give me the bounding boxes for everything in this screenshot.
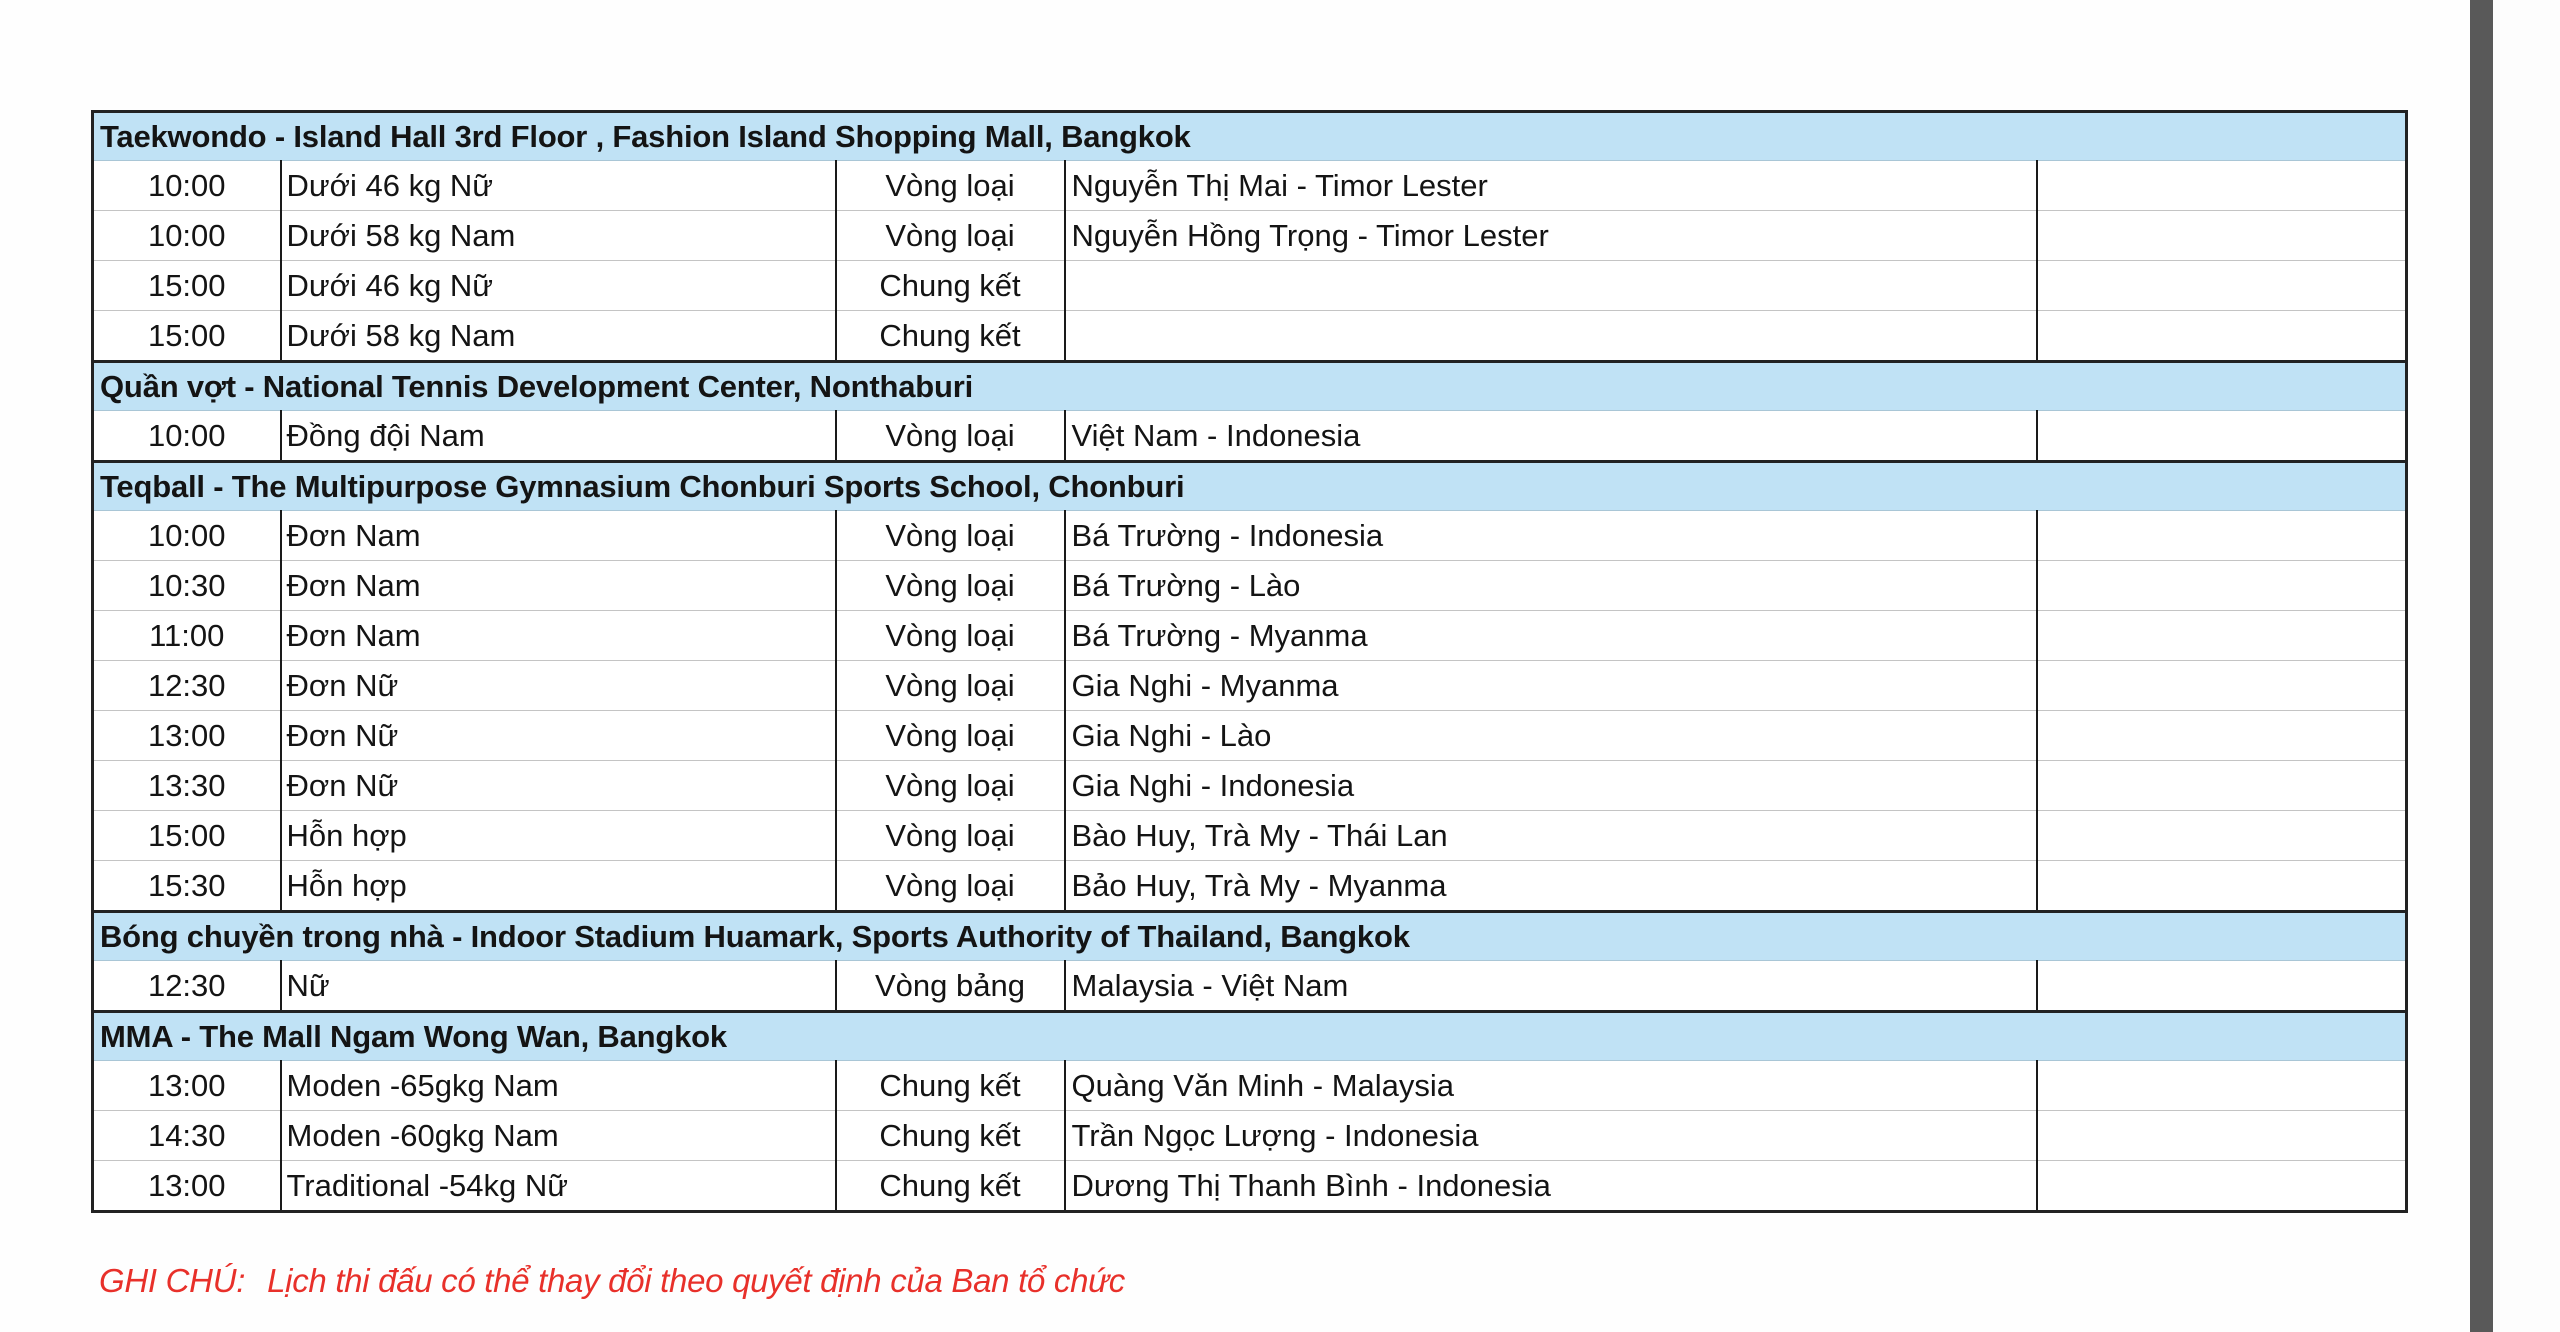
- event-cell: Dưới 58 kg Nam: [281, 311, 836, 362]
- table-row: [93, 261, 2407, 311]
- table-row: [93, 411, 2407, 462]
- section-header-mma: [93, 1012, 2407, 1061]
- event-cell: Dưới 46 kg Nữ: [281, 261, 836, 311]
- extra-cell: [2037, 661, 2407, 711]
- time-cell: 15:00: [93, 811, 281, 861]
- round-cell: Vòng loại: [836, 861, 1065, 912]
- time-cell: 13:00: [93, 1161, 281, 1212]
- event-cell: Nữ: [281, 961, 836, 1012]
- match-cell: Gia Nghi - Myanma: [1065, 661, 2037, 711]
- extra-cell: [2037, 961, 2407, 1012]
- time-cell: 10:00: [93, 411, 281, 462]
- round-cell: Vòng loại: [836, 711, 1065, 761]
- extra-cell: [2037, 1061, 2407, 1111]
- extra-cell: [2037, 811, 2407, 861]
- table-row: [93, 861, 2407, 912]
- section-header-volleyball: [93, 912, 2407, 961]
- schedule-body: [93, 112, 2407, 1212]
- table-row: [93, 1161, 2407, 1212]
- event-cell: Hỗn hợp: [281, 861, 836, 912]
- event-cell: Moden -65gkg Nam: [281, 1061, 836, 1111]
- round-cell: Vòng loại: [836, 161, 1065, 211]
- section-title: Quần vợt - National Tennis Development Center, Nonthaburi: [93, 362, 2407, 411]
- event-cell: Dưới 58 kg Nam: [281, 211, 836, 261]
- event-cell: Đơn Nam: [281, 611, 836, 661]
- match-cell: Dương Thị Thanh Bình - Indonesia: [1065, 1161, 2037, 1212]
- round-cell: Vòng loại: [836, 211, 1065, 261]
- table-row: [93, 711, 2407, 761]
- event-cell: Dưới 46 kg Nữ: [281, 161, 836, 211]
- round-cell: Chung kết: [836, 1061, 1065, 1111]
- table-row: [93, 561, 2407, 611]
- section-title: MMA - The Mall Ngam Wong Wan, Bangkok: [93, 1012, 2407, 1061]
- round-cell: Vòng loại: [836, 561, 1065, 611]
- event-cell: Hỗn hợp: [281, 811, 836, 861]
- round-cell: Vòng bảng: [836, 961, 1065, 1012]
- section-header-teqball: [93, 462, 2407, 511]
- match-cell: Nguyễn Thị Mai - Timor Lester: [1065, 161, 2037, 211]
- section-title: Teqball - The Multipurpose Gymnasium Chonburi Sports School, Chonburi: [93, 462, 2407, 511]
- section-title: Bóng chuyền trong nhà - Indoor Stadium Huamark, Sports Authority of Thailand, Bangkok: [93, 912, 2407, 961]
- time-cell: 13:30: [93, 761, 281, 811]
- schedule-note: [99, 1262, 1125, 1300]
- round-cell: Vòng loại: [836, 661, 1065, 711]
- event-cell: Đơn Nữ: [281, 761, 836, 811]
- extra-cell: [2037, 211, 2407, 261]
- round-cell: Vòng loại: [836, 511, 1065, 561]
- match-cell: Bá Trường - Lào: [1065, 561, 2037, 611]
- time-cell: 10:00: [93, 161, 281, 211]
- match-cell: Bá Trường - Myanma: [1065, 611, 2037, 661]
- extra-cell: [2037, 1161, 2407, 1212]
- match-cell: Trần Ngọc Lượng - Indonesia: [1065, 1111, 2037, 1161]
- extra-cell: [2037, 561, 2407, 611]
- match-cell: Malaysia - Việt Nam: [1065, 961, 2037, 1012]
- match-cell: Nguyễn Hồng Trọng - Timor Lester: [1065, 211, 2037, 261]
- extra-cell: [2037, 861, 2407, 912]
- time-cell: 12:30: [93, 661, 281, 711]
- schedule-table: [91, 110, 2408, 1213]
- extra-cell: [2037, 311, 2407, 362]
- extra-cell: [2037, 411, 2407, 462]
- round-cell: Vòng loại: [836, 611, 1065, 661]
- event-cell: Đơn Nữ: [281, 661, 836, 711]
- extra-cell: [2037, 261, 2407, 311]
- extra-cell: [2037, 611, 2407, 661]
- round-cell: Chung kết: [836, 311, 1065, 362]
- table-row: [93, 311, 2407, 362]
- event-cell: Đơn Nữ: [281, 711, 836, 761]
- match-cell: Bá Trường - Indonesia: [1065, 511, 2037, 561]
- round-cell: Vòng loại: [836, 811, 1065, 861]
- table-row: [93, 211, 2407, 261]
- match-cell: Bào Huy, Trà My - Thái Lan: [1065, 811, 2037, 861]
- viewer-divider-bar: [2470, 0, 2493, 1332]
- table-row: [93, 811, 2407, 861]
- section-header-tennis: [93, 362, 2407, 411]
- round-cell: Chung kết: [836, 1111, 1065, 1161]
- event-cell: Traditional -54kg Nữ: [281, 1161, 836, 1212]
- time-cell: 13:00: [93, 711, 281, 761]
- match-cell: Gia Nghi - Indonesia: [1065, 761, 2037, 811]
- time-cell: 14:30: [93, 1111, 281, 1161]
- time-cell: 15:00: [93, 311, 281, 362]
- extra-cell: [2037, 761, 2407, 811]
- time-cell: 11:00: [93, 611, 281, 661]
- match-cell: Việt Nam - Indonesia: [1065, 411, 2037, 462]
- viewer-gutter: [2493, 0, 2560, 1332]
- table-row: [93, 1111, 2407, 1161]
- extra-cell: [2037, 161, 2407, 211]
- event-cell: Moden -60gkg Nam: [281, 1111, 836, 1161]
- round-cell: Chung kết: [836, 1161, 1065, 1212]
- table-row: [93, 511, 2407, 561]
- event-cell: Đồng đội Nam: [281, 411, 836, 462]
- table-row: [93, 161, 2407, 211]
- table-row: [93, 961, 2407, 1012]
- match-cell: [1065, 311, 2037, 362]
- time-cell: 10:00: [93, 211, 281, 261]
- table-row: [93, 661, 2407, 711]
- table-row: [93, 1061, 2407, 1111]
- extra-cell: [2037, 1111, 2407, 1161]
- match-cell: Gia Nghi - Lào: [1065, 711, 2037, 761]
- extra-cell: [2037, 711, 2407, 761]
- match-cell: Bảo Huy, Trà My - Myanma: [1065, 861, 2037, 912]
- round-cell: Chung kết: [836, 261, 1065, 311]
- match-cell: [1065, 261, 2037, 311]
- time-cell: 15:30: [93, 861, 281, 912]
- time-cell: 15:00: [93, 261, 281, 311]
- extra-cell: [2037, 511, 2407, 561]
- time-cell: 10:00: [93, 511, 281, 561]
- time-cell: 12:30: [93, 961, 281, 1012]
- event-cell: Đơn Nam: [281, 561, 836, 611]
- event-cell: Đơn Nam: [281, 511, 836, 561]
- note-label: GHI CHÚ:: [99, 1262, 246, 1299]
- table-row: [93, 611, 2407, 661]
- round-cell: Vòng loại: [836, 411, 1065, 462]
- note-text: Lịch thi đấu có thể thay đổi theo quyết định của Ban tổ chức: [267, 1262, 1125, 1299]
- time-cell: 13:00: [93, 1061, 281, 1111]
- round-cell: Vòng loại: [836, 761, 1065, 811]
- match-cell: Quàng Văn Minh - Malaysia: [1065, 1061, 2037, 1111]
- section-header-taekwondo: [93, 112, 2407, 161]
- section-title: Taekwondo - Island Hall 3rd Floor , Fashion Island Shopping Mall, Bangkok: [93, 112, 2407, 161]
- table-row: [93, 761, 2407, 811]
- time-cell: 10:30: [93, 561, 281, 611]
